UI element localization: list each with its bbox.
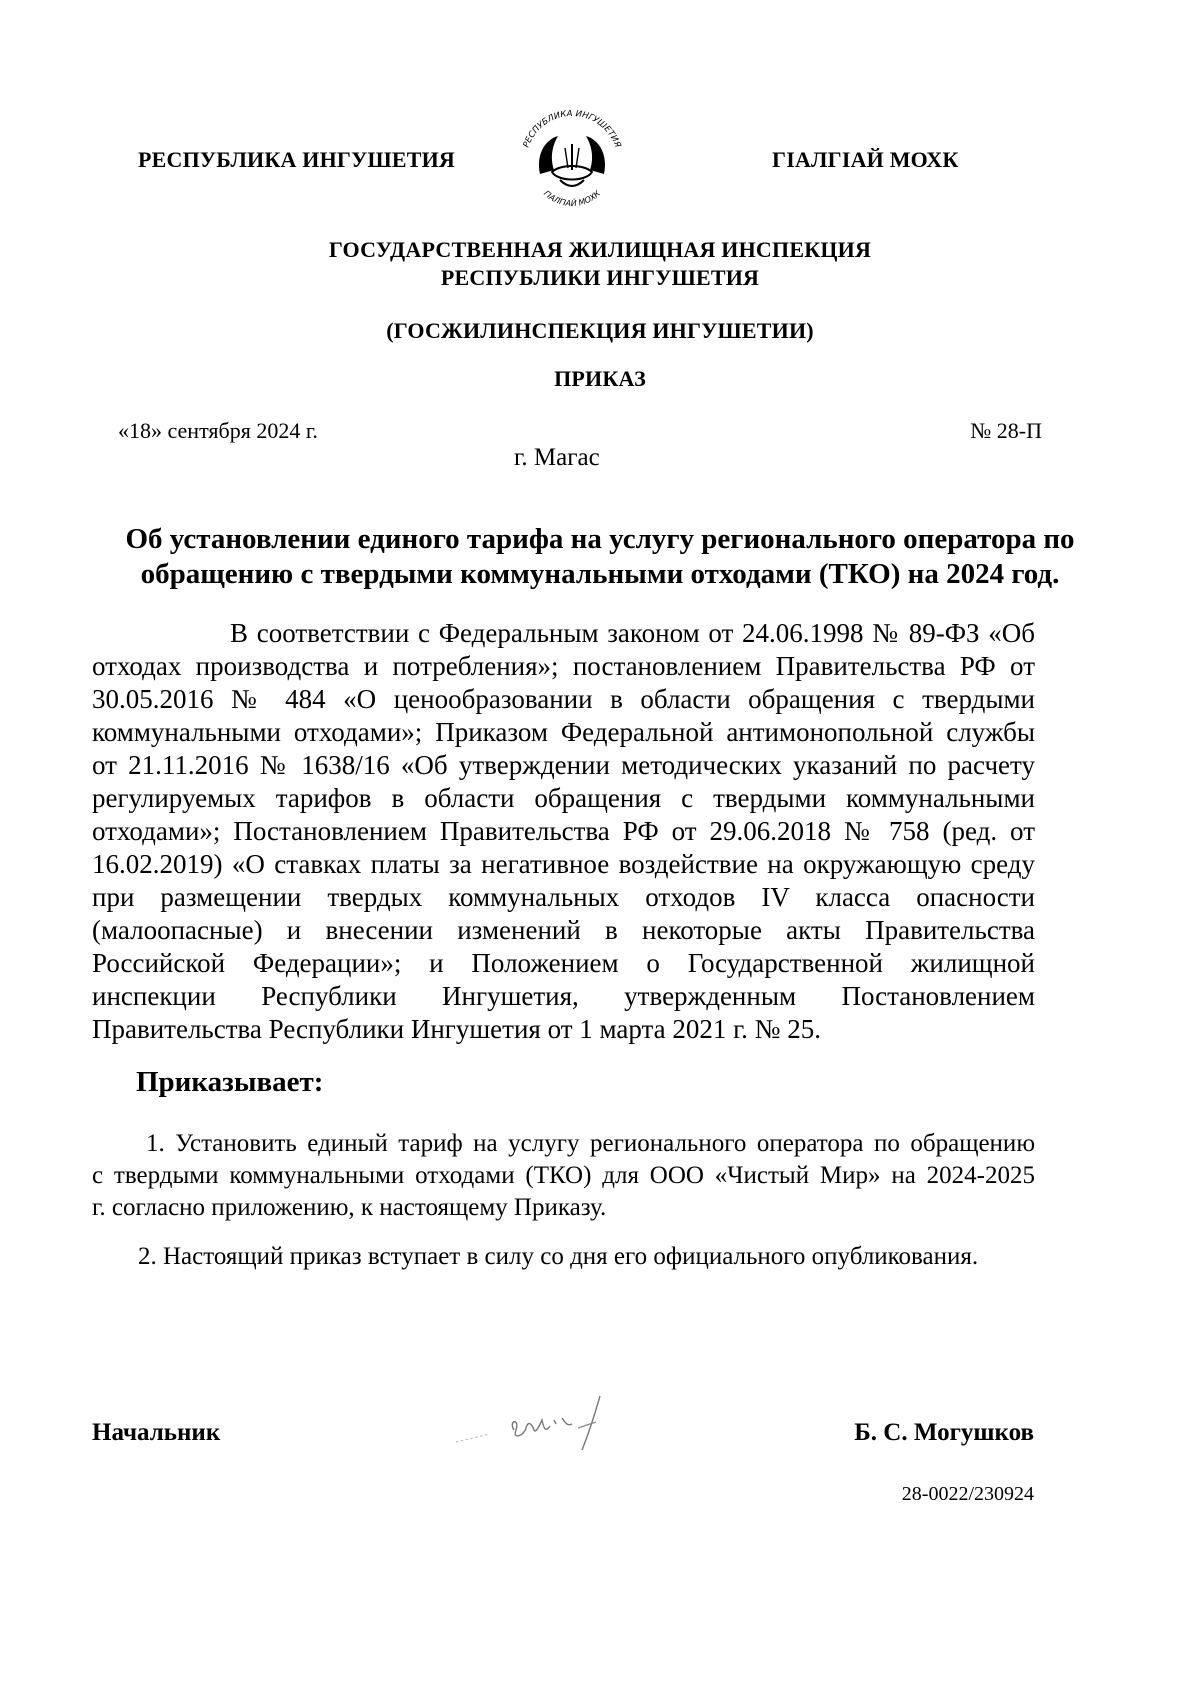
order-item-1 <box>92 1128 1035 1224</box>
orders-heading: Приказывает: <box>136 1066 324 1098</box>
item-1-line-2: с твердыми коммунальными отходами (ТКО) для ООО «Чистый Мир» на 2024-2025 <box>92 1162 1035 1189</box>
order-number: № 28-П <box>970 418 1042 443</box>
item-1-line-3: г. согласно приложению, к настоящему Приказу. <box>92 1194 607 1221</box>
handwritten-signature <box>450 1390 630 1460</box>
preamble-first-line: В соответствии с Федеральным законом от 24.06.1998 № 89-ФЗ «Об <box>230 618 1035 648</box>
emblem-icon <box>510 100 634 218</box>
document-type: ПРИКАЗ <box>554 366 646 391</box>
order-item-2: 2. Настоящий приказ вступает в силу со дня его официального опубликования. <box>138 1243 979 1270</box>
svg-text:РЕСПУБЛИКА ИНГУШЕТИЯ <box>522 109 623 149</box>
signer-name: Б. С. Могушков <box>854 1419 1034 1446</box>
order-title-line2: обращению с твердыми коммунальными отходами (ТКО) на 2024 год. <box>140 558 1060 590</box>
header-right: ГIАЛГIАЙ МОХК <box>772 147 959 172</box>
org-short-name: (ГОСЖИЛИНСПЕКЦИЯ ИНГУШЕТИИ) <box>386 318 814 343</box>
item-1-line-1: 1. Установить единый тариф на услугу регионального оператора по обращению <box>146 1130 1035 1157</box>
signer-position: Начальник <box>92 1419 221 1446</box>
emblem-top-text: РЕСПУБЛИКА ИНГУШЕТИЯ <box>521 108 623 150</box>
org-name-line1: ГОСУДАРСТВЕННАЯ ЖИЛИЩНАЯ ИНСПЕКЦИЯ <box>328 237 872 262</box>
svg-text:ГIАЛГIАЙ МОХК <box>542 189 602 208</box>
order-date: «18» сентября 2024 г. <box>118 418 318 443</box>
preamble <box>92 617 1035 1046</box>
org-name-line2: РЕСПУБЛИКИ ИНГУШЕТИЯ <box>440 265 760 290</box>
city: г. Магас <box>514 444 600 471</box>
preamble-body: отходах производства и потребления»; постановлением Правительства РФ от 30.05.2016 № 484 «О ценообразовании в области обращения с твердыми коммунальными отходами»; Приказом Федеральной антимонопольной службы от 21.11.2016 № 1638/16 «Об утверждении методических указаний по расчету регулируемых тарифов в области обращения с твердыми коммунальными отходами»; Постановлением Правительства РФ от 29.06.2018 № 758 (ред. от 16.02.2019) «О ставках платы за негативное воздействие на окружающую среду при размещении твердых коммунальных отходов IV класса опасности (малоопасные) и внесении изменений в некоторые акты Правительства Российской Федерации»; и Положением о Государственной жилищной инспекции Республики Ингушетия, утвержденным Постановлением Правительства Республики Ингушетия от 1 марта 2021 г. № 25. <box>92 651 1035 1044</box>
document-code: 28-0022/230924 <box>901 1483 1034 1505</box>
emblem-seal <box>510 100 634 218</box>
order-title-line1: Об установлении единого тарифа на услугу регионального оператора по <box>125 523 1075 555</box>
header-left: РЕСПУБЛИКА ИНГУШЕТИЯ <box>138 147 455 172</box>
emblem-bottom-text: ГIАЛГIАЙ МОХК <box>541 188 602 209</box>
